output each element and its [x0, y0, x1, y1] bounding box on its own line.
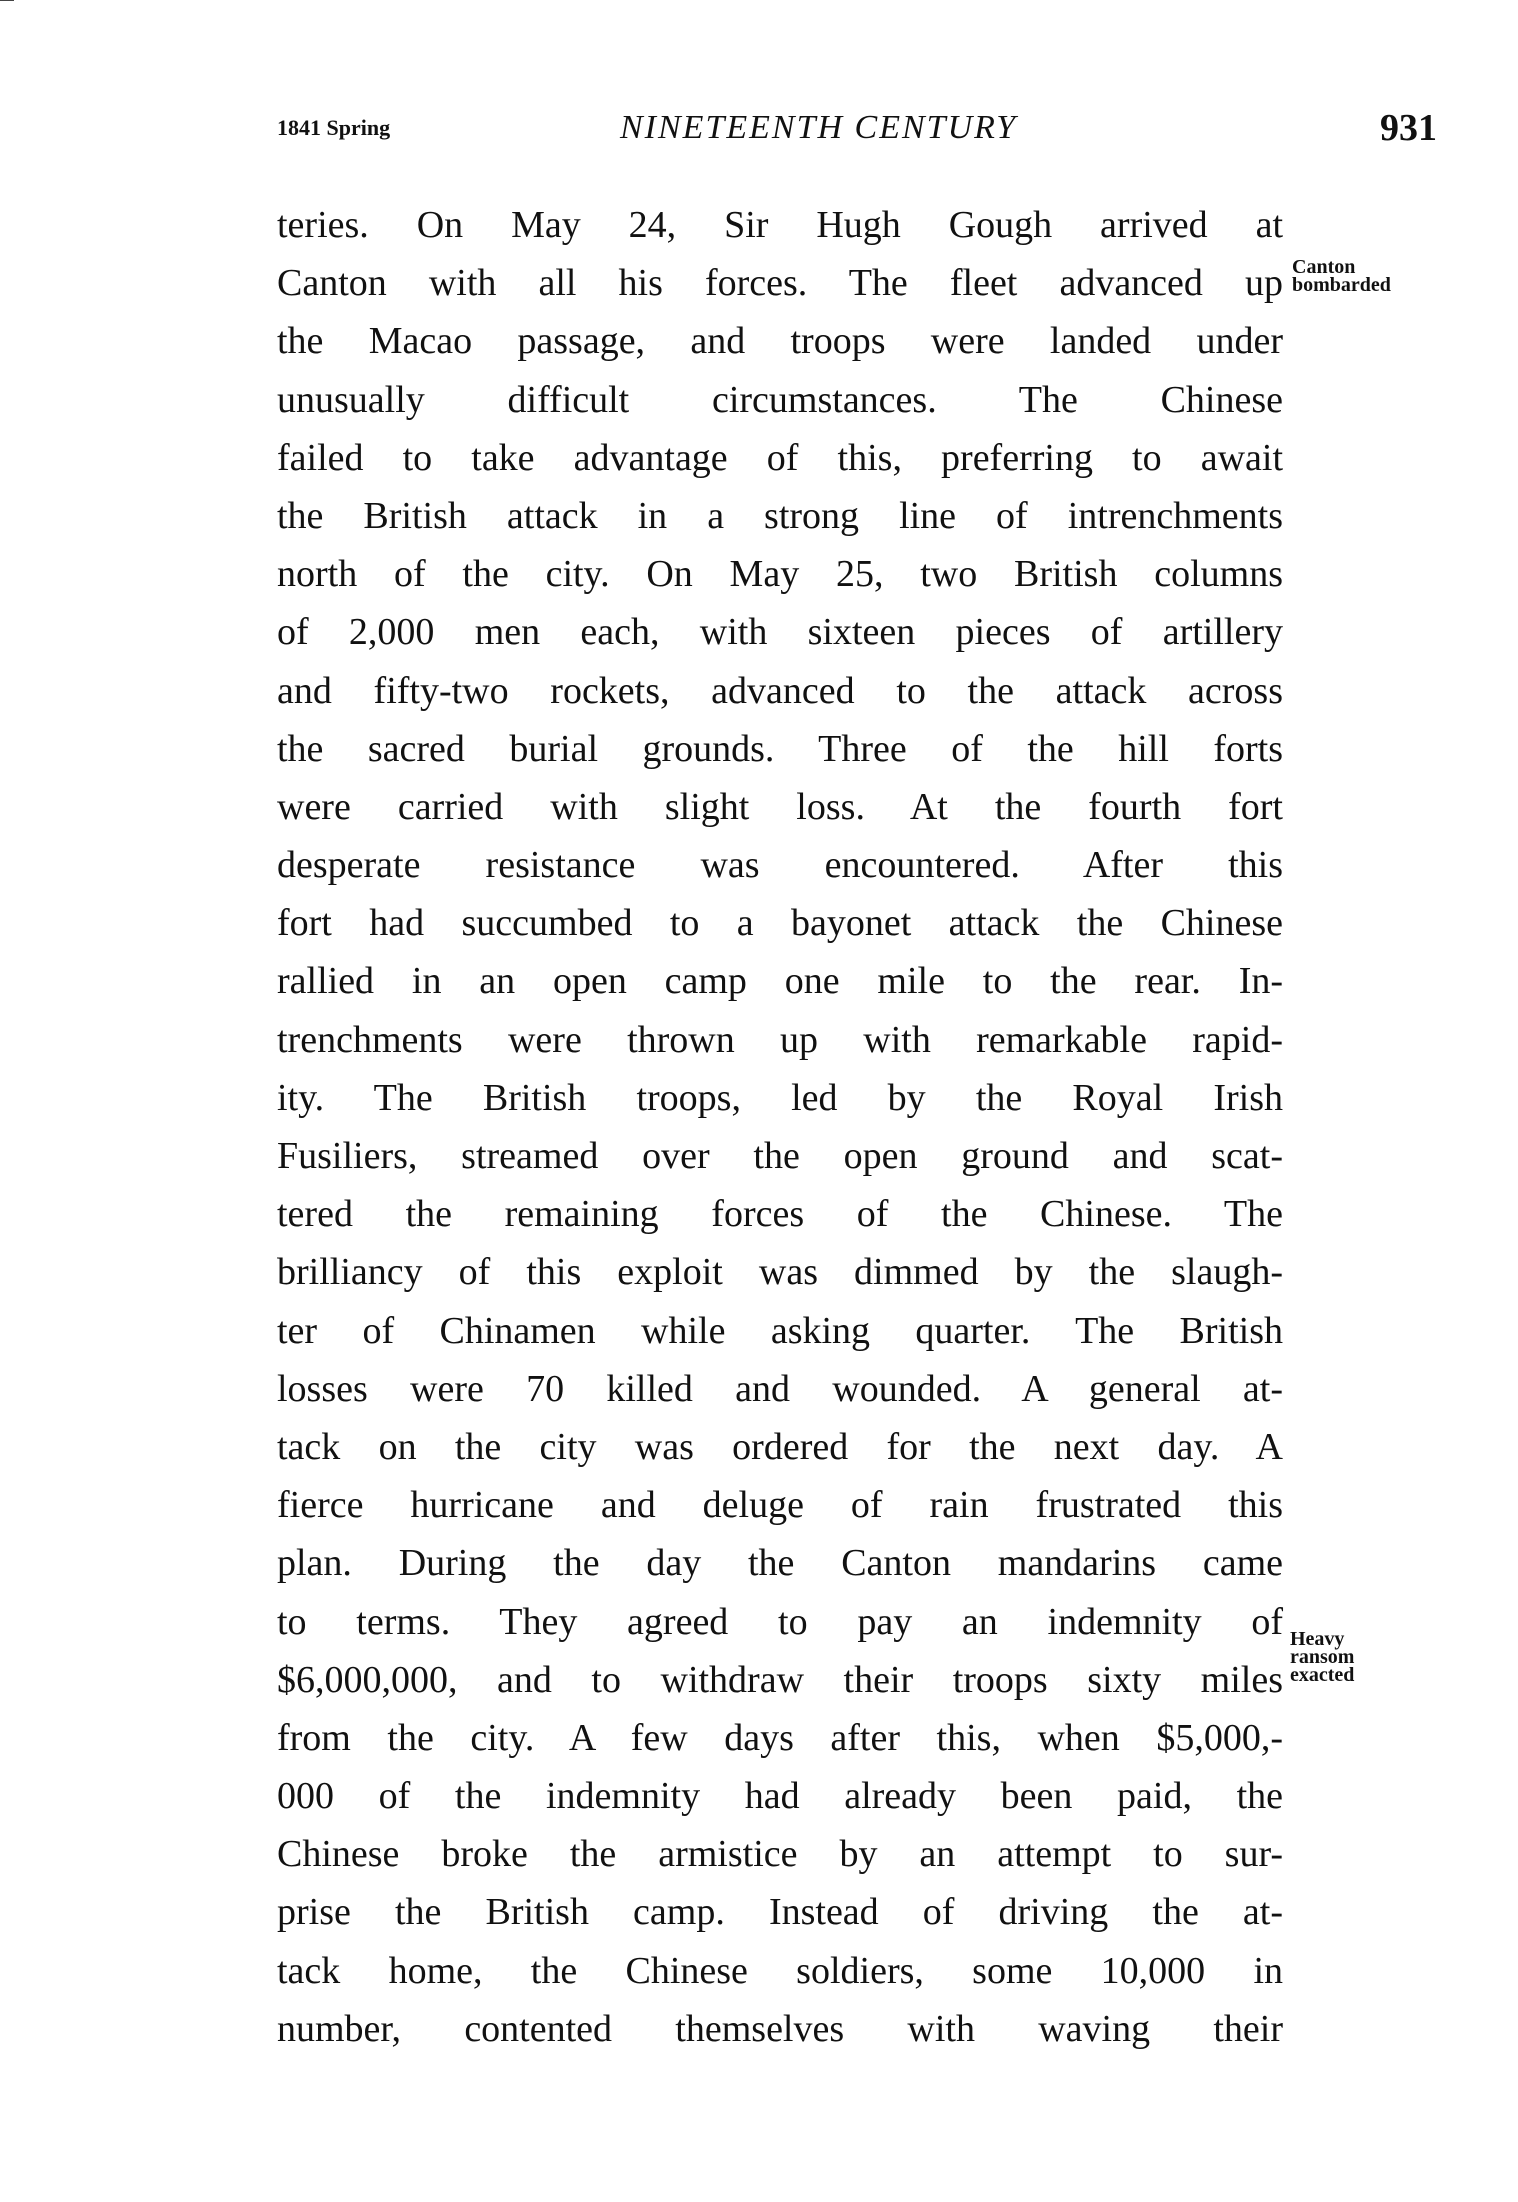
text-line: and fifty-two rockets, advanced to the attack across — [277, 669, 1283, 712]
text-line: to terms. They agreed to pay an indemnity of — [277, 1600, 1283, 1643]
text-line: trenchments were thrown up with remarkable rapid- — [277, 1018, 1283, 1061]
text-line: Chinese broke the armistice by an attempt to sur- — [277, 1833, 1283, 1876]
text-line: tack home, the Chinese soldiers, some 10,000 in — [277, 1949, 1283, 1992]
text-line: brilliancy of this exploit was dimmed by the slaugh- — [277, 1251, 1283, 1294]
text-line: the British attack in a strong line of intrenchments — [277, 494, 1283, 537]
margin-note-line: bombarded — [1292, 274, 1391, 296]
body-text — [277, 196, 1283, 2058]
text-line: $6,000,000, and to withdraw their troops sixty miles — [277, 1658, 1283, 1701]
text-line: tered the remaining forces of the Chinese. The — [277, 1193, 1283, 1236]
text-line: plan. During the day the Canton mandarins came — [277, 1542, 1283, 1585]
scan-mark — [0, 0, 14, 1]
page-number: 931 — [1380, 107, 1437, 149]
text-line: of 2,000 men each, with sixteen pieces of artillery — [277, 611, 1283, 654]
text-line: ter of Chinamen while asking quarter. The British — [277, 1309, 1283, 1352]
margin-note-line: exacted — [1290, 1664, 1355, 1686]
text-line: the sacred burial grounds. Three of the hill forts — [277, 727, 1283, 770]
text-line: Fusiliers, streamed over the open ground and scat- — [277, 1135, 1283, 1177]
text-line: failed to take advantage of this, preferring to await — [277, 436, 1283, 479]
text-line: ity. The British troops, led by the Royal Irish — [277, 1076, 1283, 1119]
text-line: number, contented themselves with waving their — [277, 2007, 1283, 2050]
margin-note-line: Canton — [1292, 256, 1356, 278]
text-line: north of the city. On May 25, two British columns — [277, 553, 1283, 596]
text-line: were carried with slight loss. At the fourth fort — [277, 785, 1283, 828]
text-line: from the city. A few days after this, when $5,000,- — [277, 1716, 1283, 1759]
text-line: teries. On May 24, Sir Hugh Gough arrived at — [277, 204, 1283, 246]
text-line: prise the British camp. Instead of driving the at- — [277, 1891, 1283, 1934]
margin-note-heavy-ransom — [1290, 1630, 1354, 1684]
text-line: desperate resistance was encountered. After this — [277, 844, 1283, 887]
text-line: the Macao passage, and troops were landed under — [277, 320, 1283, 363]
running-head-date: 1841 Spring — [277, 115, 391, 140]
text-line: losses were 70 killed and wounded. A general at- — [277, 1367, 1283, 1410]
text-line: fort had succumbed to a bayonet attack the Chinese — [277, 902, 1283, 945]
running-head-title: NINETEENTH CENTURY — [620, 109, 1018, 146]
text-line: 000 of the indemnity had already been paid, the — [277, 1775, 1283, 1818]
margin-note-canton-bombarded — [1292, 258, 1391, 294]
text-line: tack on the city was ordered for the next day. A — [277, 1425, 1283, 1468]
text-line: unusually difficult circumstances. The Chinese — [277, 378, 1283, 421]
margin-note-line: Heavy — [1290, 1628, 1345, 1650]
margin-note-line: ransom — [1290, 1646, 1355, 1668]
text-line: fierce hurricane and deluge of rain frustrated this — [277, 1484, 1283, 1527]
text-line: Canton with all his forces. The fleet advanced up — [277, 262, 1283, 305]
text-line: rallied in an open camp one mile to the rear. In- — [277, 960, 1283, 1003]
